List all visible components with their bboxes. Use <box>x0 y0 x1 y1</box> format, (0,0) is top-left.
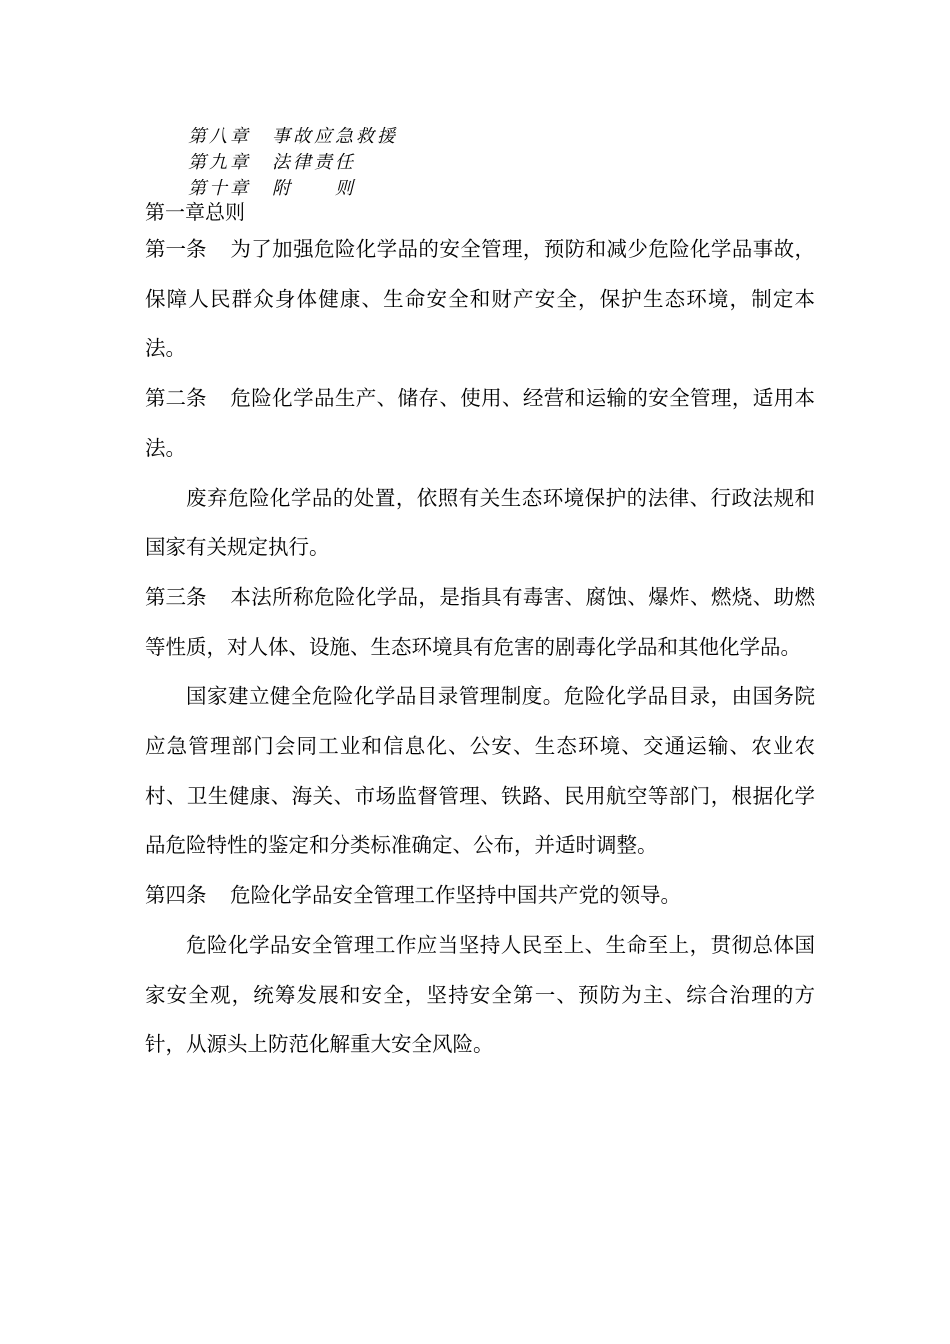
paragraph-text: 危险化学品安全管理工作坚持中国共产党的领导。 <box>230 883 681 908</box>
toc-chapter-number: 第十章 <box>188 178 251 199</box>
article-paragraph <box>145 225 815 374</box>
table-of-contents <box>188 124 398 202</box>
article-number: 第四条 <box>145 883 207 908</box>
toc-chapter-number: 第九章 <box>188 152 251 173</box>
paragraph-text: 废弃危险化学品的处置，依照有关生态环境保护的法律、行政法规和国家有关规定执行。 <box>145 485 815 560</box>
article-number: 第三条 <box>145 584 207 609</box>
toc-chapter-title: 法律责任 <box>272 152 356 173</box>
paragraph-text: 国家建立健全危险化学品目录管理制度。危险化学品目录，由国务院应急管理部门会同工业和信息化、公安、生态环境、交通运输、农业农村、卫生健康、海关、市场监督管理、铁路、民用航空等部门，根据化学品危险特性的鉴定和分类标准确定、公布，并适时调整。 <box>145 684 815 858</box>
paragraph <box>145 474 815 573</box>
paragraph-text: 危险化学品安全管理工作应当坚持人民至上、生命至上，贯彻总体国家安全观，统筹发展和安全，坚持安全第一、预防为主、综合治理的方针，从源头上防范化解重大安全风险。 <box>145 932 815 1057</box>
paragraph <box>145 672 815 871</box>
toc-entry <box>188 124 398 150</box>
toc-entry <box>188 150 398 176</box>
article-number: 第二条 <box>145 386 207 411</box>
document-body <box>145 225 815 1070</box>
paragraph-text: 危险化学品生产、储存、使用、经营和运输的安全管理，适用本法。 <box>145 386 815 460</box>
toc-chapter-title: 事故应急救援 <box>272 126 398 147</box>
chapter-heading: 第一章总则 <box>145 200 245 224</box>
paragraph <box>145 921 815 1070</box>
paragraph-text: 本法所称危险化学品，是指具有毒害、腐蚀、爆炸、燃烧、助燃等性质，对人体、设施、生态环境具有危害的剧毒化学品和其他化学品。 <box>145 584 815 659</box>
toc-chapter-number: 第八章 <box>188 126 251 147</box>
article-paragraph <box>145 573 815 672</box>
article-paragraph <box>145 871 815 921</box>
article-number: 第一条 <box>145 237 207 261</box>
paragraph-text: 为了加强危险化学品的安全管理，预防和减少危险化学品事故，保障人民群众身体健康、生命安全和财产安全，保护生态环境，制定本法。 <box>145 237 815 361</box>
article-paragraph <box>145 374 815 473</box>
toc-chapter-title: 附 则 <box>272 178 356 199</box>
